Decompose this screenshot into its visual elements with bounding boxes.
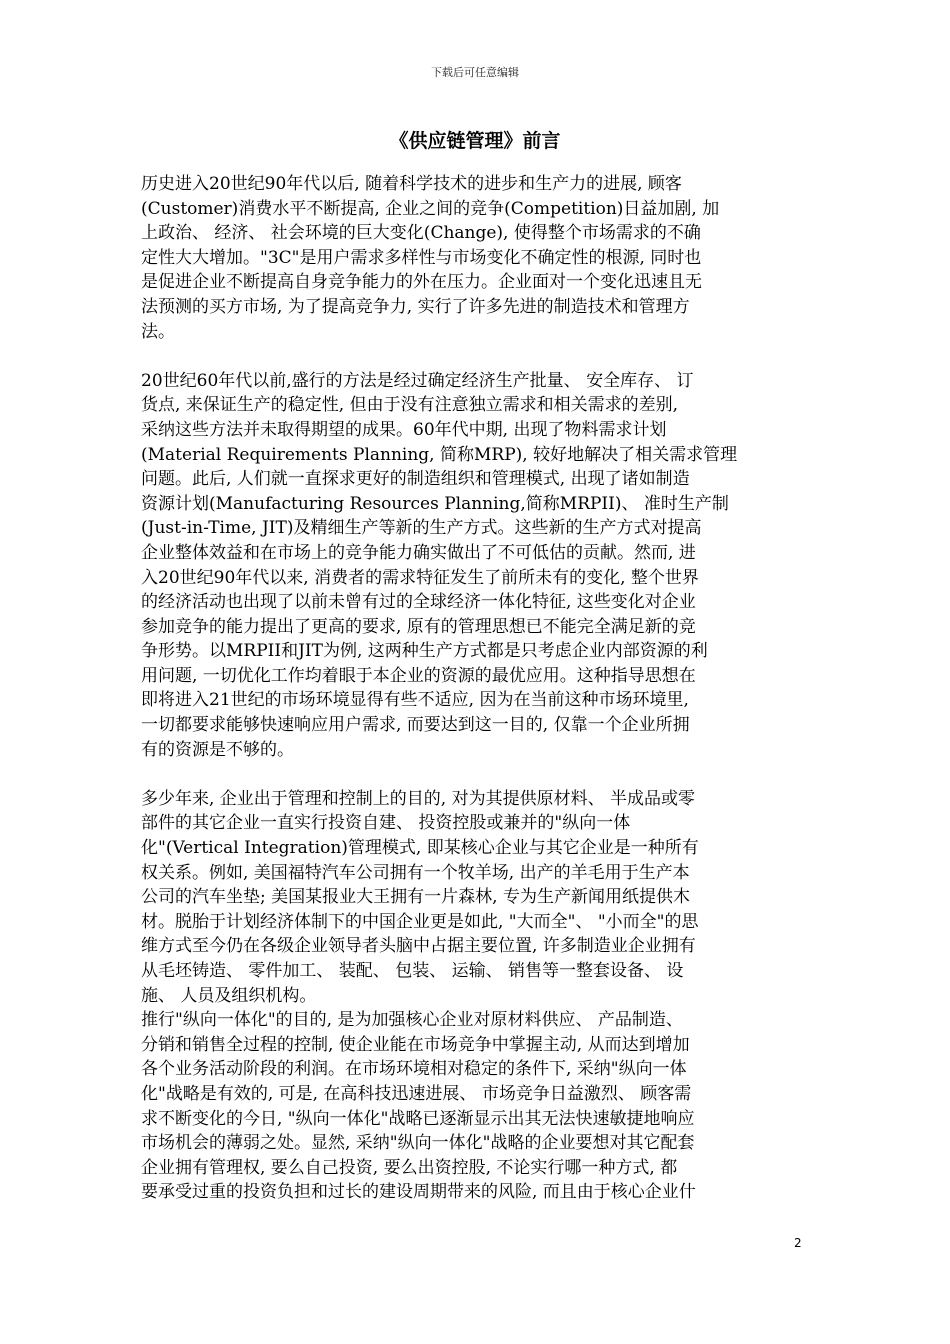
text-line: 用问题, 一切优化工作均着眼于本企业的资源的最优应用。这种指导思想在: [141, 665, 696, 686]
text-line: 各个业务活动阶段的利润。在市场环境相对稳定的条件下, 采纳"纵向一体: [141, 1059, 687, 1080]
text-line: 推行"纵向一体化"的目的, 是为加强核心企业对原材料供应、 产品制造、: [141, 1010, 683, 1031]
paragraph-gap: [141, 344, 791, 369]
document-title: 《供应链管理》前言: [389, 130, 561, 152]
text-line: 的经济活动也出现了以前未曾有过的全球经济一体化特征, 这些变化对企业: [141, 592, 696, 613]
text-line: 施、 人员及组织机构。: [141, 985, 317, 1006]
text-line: 争形势。以MRPII和JIT为例, 这两种生产方式都是只考虑企业内部资源的利: [141, 641, 708, 662]
text-line: 问题。此后, 人们就一直探求更好的制造组织和管理模式, 出现了诸如制造: [141, 469, 690, 490]
text-line: 有的资源是不够的。: [141, 739, 294, 760]
text-line: 材。脱胎于计划经济体制下的中国企业更是如此, "大而全"、 "小而全"的思: [141, 911, 699, 932]
text-line: 企业拥有管理权, 要么自己投资, 要么出资控股, 不论实行哪一种方式, 都: [141, 1157, 678, 1178]
text-line: 维方式至今仍在各级企业领导者头脑中占据主要位置, 许多制造业企业拥有: [141, 936, 696, 957]
text-line: 一切都要求能够快速响应用户需求, 而要达到这一目的, 仅靠一个企业所拥: [141, 715, 690, 736]
text-line: 参加竞争的能力提出了更高的要求, 原有的管理思想已不能完全满足新的竞: [141, 616, 696, 637]
text-line: 公司的汽车坐垫; 美国某报业大王拥有一片森林, 专为生产新闻用纸提供木: [141, 887, 690, 908]
text-line: 法预测的买方市场, 为了提高竞争力, 实行了许多先进的制造技术和管理方: [141, 296, 690, 317]
paragraph-gap: [141, 762, 791, 787]
header-note: 下载后可任意编辑: [431, 66, 519, 79]
text-line: 市场机会的薄弱之处。显然, 采纳"纵向一体化"战略的企业要想对其它配套: [141, 1133, 695, 1154]
text-line: (Customer)消费水平不断提高, 企业之间的竞争(Competition)日益加剧, 加: [141, 198, 720, 219]
text-line: 化"(Vertical Integration)管理模式, 即某核心企业与其它企业是一种所有: [141, 838, 699, 859]
text-line: 多少年来, 企业出于管理和控制上的目的, 对为其提供原材料、 半成品或零: [141, 788, 696, 809]
text-line: 从毛坯铸造、 零件加工、 装配、 包装、 运输、 销售等一整套设备、 设: [141, 961, 684, 981]
text-line: 是促进企业不断提高自身竞争能力的外在压力。企业面对一个变化迅速且无: [141, 272, 702, 293]
text-line: 上政治、 经济、 社会环境的巨大变化(Change), 使得整个市场需求的不确: [141, 223, 701, 244]
paragraph: [141, 1008, 791, 1205]
text-line: 即将进入21世纪的市场环境显得有些不适应, 因为在当前这种市场环境里,: [141, 690, 689, 711]
paragraph: [141, 787, 791, 1008]
document-body: [141, 172, 791, 1205]
text-line: 求不断变化的今日, "纵向一体化"战略已逐渐显示出其无法快速敏捷地响应: [141, 1108, 695, 1129]
text-line: 资源计划(Manufacturing Resources Planning,简称MRPII)、 准时生产制: [141, 493, 729, 514]
text-line: 20世纪60年代以前,盛行的方法是经过确定经济生产批量、 安全库存、 订: [141, 370, 694, 391]
text-line: 企业整体效益和在市场上的竞争能力确实做出了不可低估的贡献。然而, 进: [141, 542, 696, 563]
text-line: 定性大大增加。"3C"是用户需求多样性与市场变化不确定性的根源, 同时也: [141, 247, 702, 268]
text-line: 货点, 来保证生产的稳定性, 但由于没有注意独立需求和相关需求的差别,: [141, 395, 679, 416]
paragraph: [141, 369, 791, 763]
text-line: 部件的其它企业一直实行投资自建、 投资控股或兼并的"纵向一体: [141, 813, 631, 834]
text-line: 入20世纪90年代以来, 消费者的需求特征发生了前所未有的变化, 整个世界: [141, 567, 699, 588]
text-line: 权关系。例如, 美国福特汽车公司拥有一个牧羊场, 出产的羊毛用于生产本: [141, 862, 690, 883]
page-number: 2: [794, 1236, 802, 1250]
text-line: 历史进入20世纪90年代以后, 随着科学技术的进步和生产力的进展, 顾客: [141, 174, 682, 194]
text-line: 采纳这些方法并未取得期望的成果。60年代中期, 出现了物料需求计划: [141, 419, 667, 440]
text-line: 化"战略是有效的, 可是, 在高科技迅速进展、 市场竞争日益激烈、 顾客需: [141, 1083, 692, 1104]
text-line: (Just-in-Time, JIT)及精细生产等新的生产方式。这些新的生产方式对提高: [141, 518, 702, 539]
paragraph: [141, 172, 791, 344]
text-line: 要承受过重的投资负担和过长的建设周期带来的风险, 而且由于核心企业什: [141, 1182, 696, 1203]
text-line: 分销和销售全过程的控制, 使企业能在市场竞争中掌握主动, 从而达到增加: [141, 1034, 690, 1055]
text-line: 法。: [141, 321, 175, 342]
text-line: (Material Requirements Planning, 简称MRP), 较好地解决了相关需求管理: [141, 444, 738, 465]
